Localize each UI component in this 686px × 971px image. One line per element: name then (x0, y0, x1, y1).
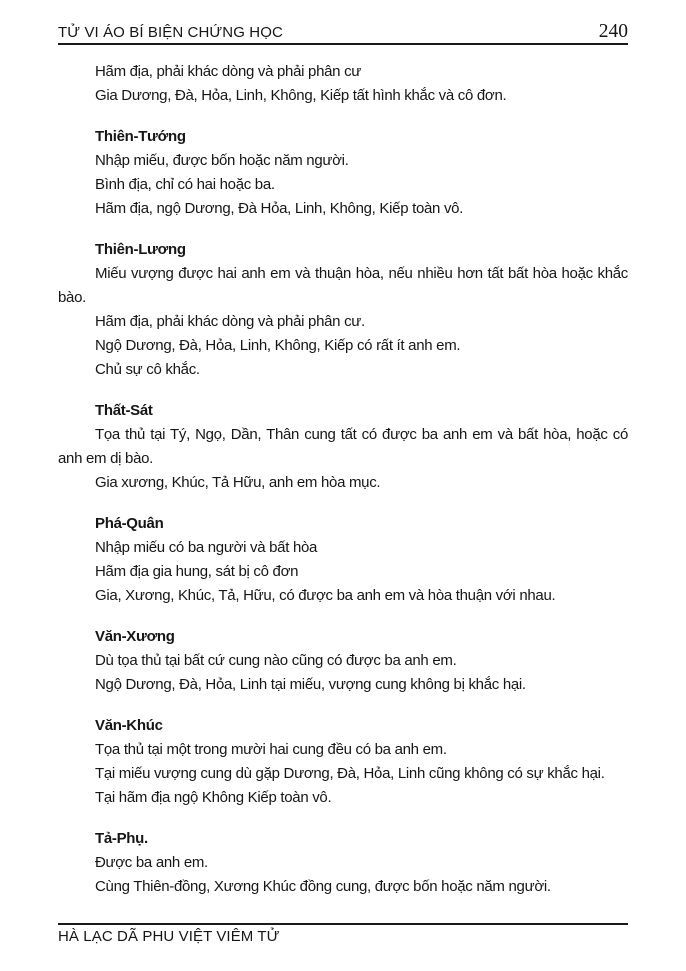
paragraph: Hãm địa, phải khác dòng và phải phân cư. (95, 313, 365, 330)
section-heading: Thiên-Tướng (95, 128, 186, 145)
paragraph: Gia, Xương, Khúc, Tả, Hữu, có được ba anh em và hòa thuận với nhau. (95, 587, 556, 604)
star-section (58, 125, 628, 221)
star-section (58, 827, 628, 899)
paragraph: Cùng Thiên-đồng, Xương Khúc đồng cung, được bốn hoặc năm người. (95, 878, 551, 895)
section-heading: Thất-Sát (95, 402, 153, 419)
page-header (58, 22, 628, 45)
paragraph: Gia Dương, Đà, Hỏa, Linh, Không, Kiếp tất hình khắc và cô đơn. (95, 87, 507, 104)
section-heading: Phá-Quân (95, 515, 164, 532)
paragraph: Nhập miếu có ba người và bất hòa (95, 539, 318, 556)
paragraph: Được ba anh em. (95, 854, 208, 871)
section-heading: Văn-Xương (95, 628, 175, 645)
paragraph: Hãm địa, ngộ Dương, Đà Hỏa, Linh, Không, Kiếp toàn vô. (95, 200, 464, 217)
paragraph: Tọa thủ tại Tý, Ngọ, Dần, Thân cung tất có được ba anh em và bất hòa, hoặc có anh em dị bào. (58, 426, 628, 467)
section-heading: Thiên-Lương (95, 241, 186, 258)
paragraph: Tại miếu vượng cung dù gặp Dương, Đà, Hỏa, Linh cũng không có sự khắc hại. (95, 765, 605, 782)
paragraph: Ngộ Dương, Đà, Hỏa, Linh, Không, Kiếp có rất ít anh em. (95, 337, 461, 354)
footer-author: HÀ LẠC DÃ PHU VIỆT VIÊM TỬ (58, 928, 280, 945)
paragraph: Bình địa, chỉ có hai hoặc ba. (95, 176, 275, 193)
page-body (58, 60, 628, 899)
paragraph: Hãm địa gia hung, sát bị cô đơn (95, 563, 299, 580)
paragraph: Hãm địa, phải khác dòng và phải phân cư (95, 63, 362, 80)
paragraph: Tọa thủ tại một trong mười hai cung đều có ba anh em. (95, 741, 447, 758)
page-footer (58, 923, 628, 946)
paragraph: Chủ sự cô khắc. (95, 361, 200, 378)
paragraph: Nhập miếu, được bốn hoặc năm người. (95, 152, 349, 169)
star-section (58, 714, 628, 810)
page-number: 240 (598, 21, 628, 42)
section-heading: Tả-Phụ. (95, 830, 148, 847)
paragraph: Ngộ Dương, Đà, Hỏa, Linh tại miếu, vượng cung không bị khắc hại. (95, 676, 526, 693)
paragraph: Dù tọa thủ tại bất cứ cung nào cũng có được ba anh em. (95, 652, 457, 669)
paragraph: Miếu vượng được hai anh em và thuận hòa, nếu nhiều hơn tất bất hòa hoặc khắc bào. (58, 265, 628, 306)
star-section (58, 399, 628, 495)
star-section (58, 512, 628, 608)
running-title: TỬ VI ÁO BÍ BIỆN CHỨNG HỌC (58, 24, 283, 41)
paragraph: Tại hãm địa ngộ Không Kiếp toàn vô. (95, 789, 332, 806)
section-heading: Văn-Khúc (95, 717, 163, 734)
star-section (58, 625, 628, 697)
paragraph: Gia xương, Khúc, Tả Hữu, anh em hòa mục. (95, 474, 381, 491)
star-section (58, 238, 628, 382)
